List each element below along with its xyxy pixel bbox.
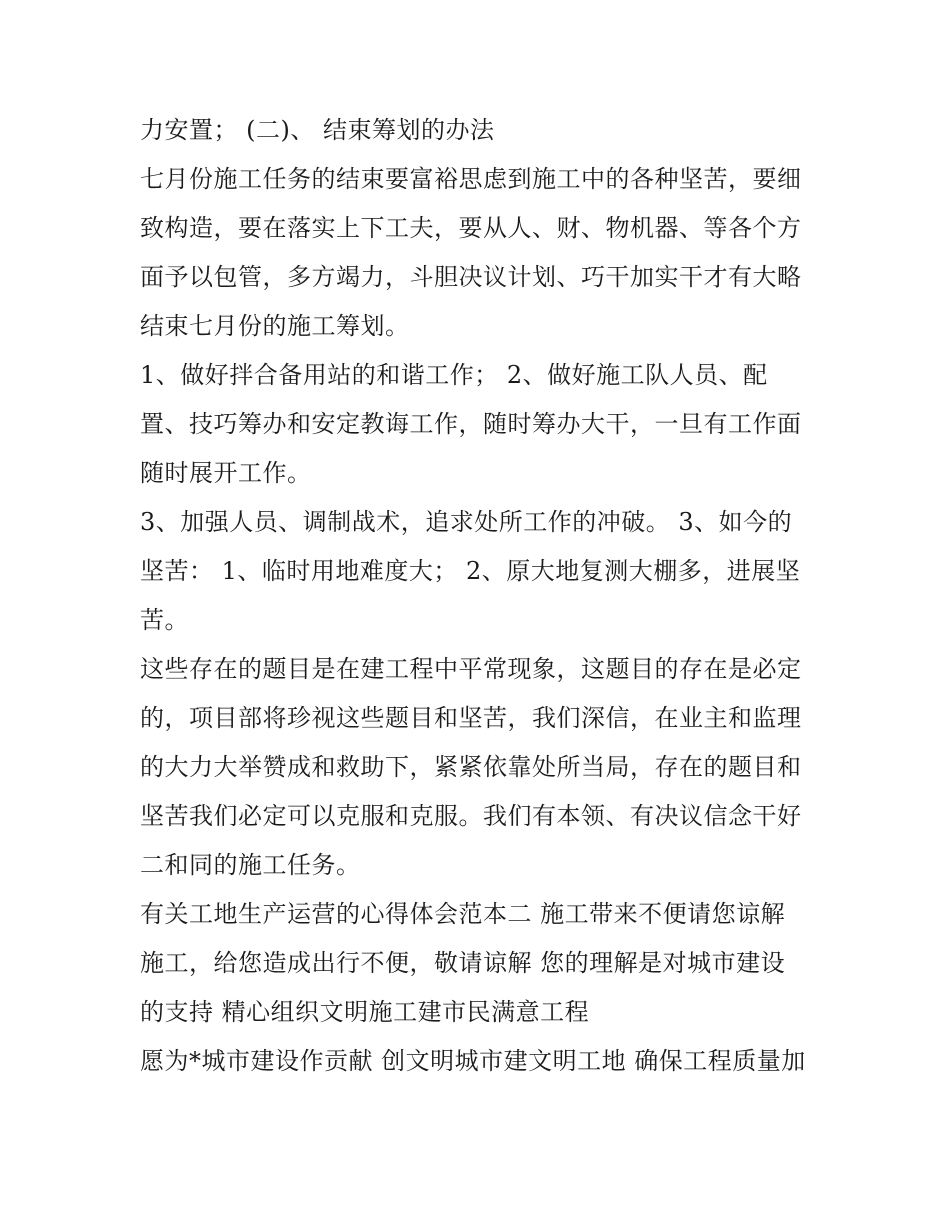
- body-text: [140, 106, 820, 1086]
- text-line: 结束七月份的施工筹划。: [140, 312, 410, 340]
- text-line: 坚苦我们必定可以克服和克服。我们有本领、有决议信念干好: [140, 802, 802, 830]
- text-line: 随时展开工作。: [140, 459, 312, 487]
- text-line: 的大力大举赞成和救助下，紧紧依靠处所当局，存在的题目和: [140, 753, 802, 781]
- text-line: 力安置； (二)、 结束筹划的办法: [140, 116, 495, 144]
- text-line: 七月份施工任务的结束要富裕思虑到施工中的各种坚苦，要细: [140, 165, 802, 193]
- text-line: 有关工地生产运营的心得体会范本二 施工带来不便请您谅解: [140, 900, 786, 928]
- text-line: 的，项目部将珍视这些题目和坚苦，我们深信，在业主和监理: [140, 704, 802, 732]
- text-line: 致构造，要在落实上下工夫，要从人、财、物机器、等各个方: [140, 214, 802, 242]
- text-line: 苦。: [140, 606, 189, 634]
- text-line: 置、技巧筹办和安定教诲工作，随时筹办大干，一旦有工作面: [140, 410, 802, 438]
- text-line: 坚苦： 1、临时用地难度大； 2、原大地复测大棚多，进展坚: [140, 557, 801, 585]
- text-line: 的支持 精心组织文明施工建市民满意工程: [140, 998, 590, 1026]
- text-line: 1、做好拌合备用站的和谐工作； 2、做好施工队人员、配: [140, 361, 768, 389]
- text-line: 愿为*城市建设作贡献 创文明城市建文明工地 确保工程质量加: [140, 1047, 806, 1075]
- text-line: 二和同的施工任务。: [140, 851, 361, 879]
- text-line: 这些存在的题目是在建工程中平常现象，这题目的存在是必定: [140, 655, 802, 683]
- text-line: 面予以包管，多方竭力，斗胆决议计划、巧干加实干才有大略: [140, 263, 802, 291]
- text-line: 施工，给您造成出行不便，敬请谅解 您的理解是对城市建设: [140, 949, 786, 977]
- text-line: 3、加强人员、调制战术，追求处所工作的冲破。 3、如今的: [140, 508, 793, 536]
